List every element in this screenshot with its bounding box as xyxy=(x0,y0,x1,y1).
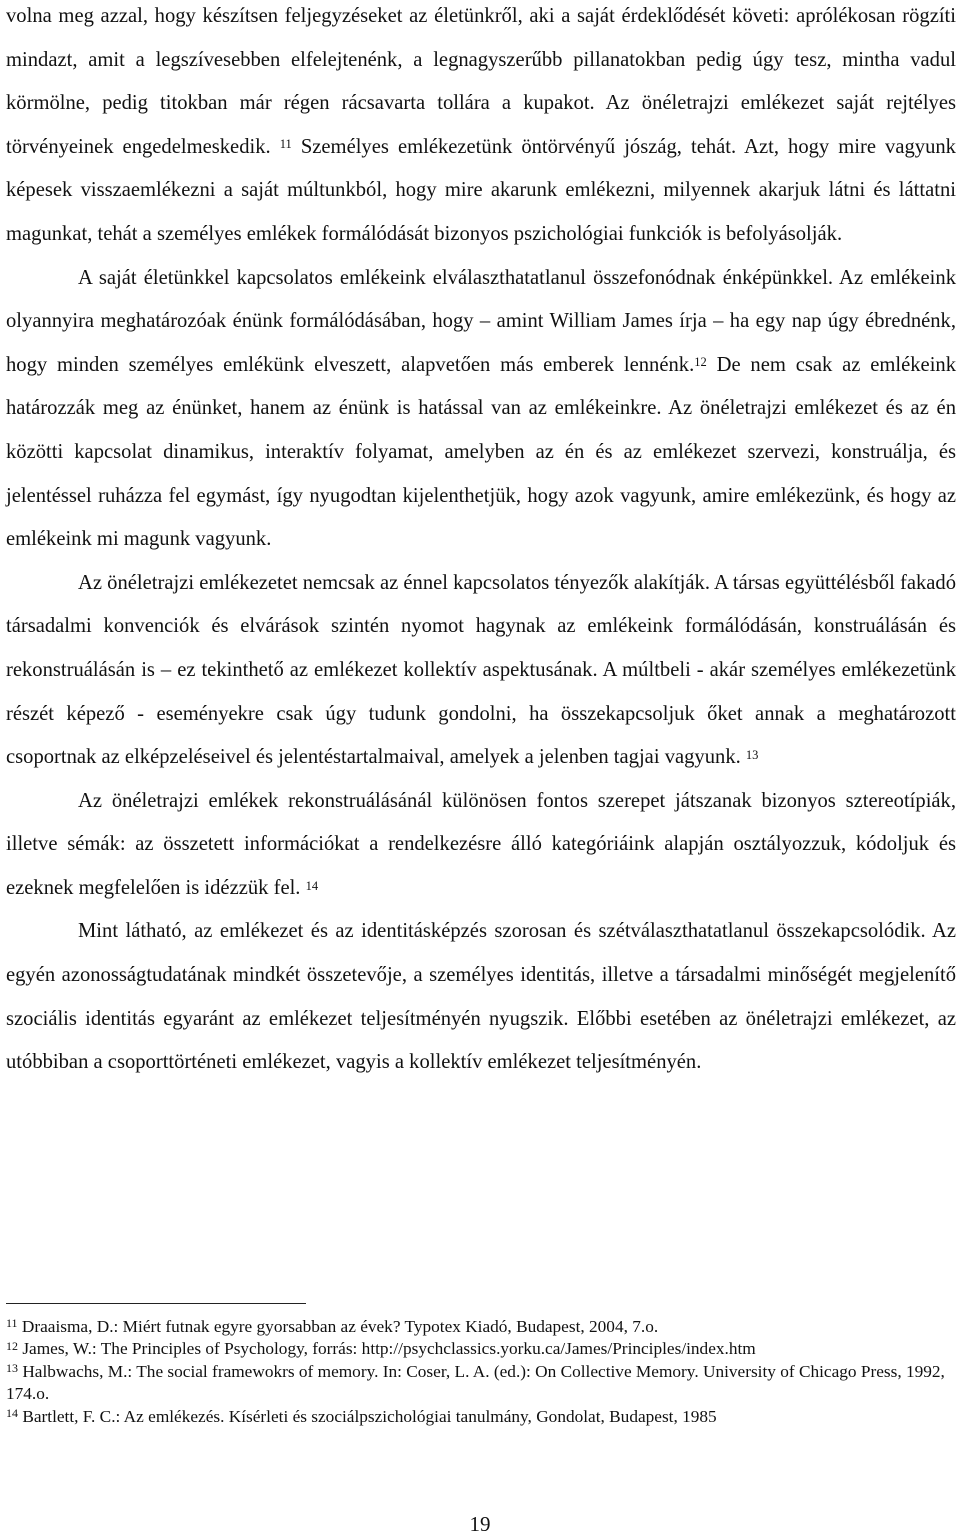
footnote-number: 14 xyxy=(6,1405,18,1420)
paragraph-2-text-b: De nem csak az emlékeink határozzák meg az énünket, hanem az énünk is hatással van az emlékeinkre. Az önéletrajzi emlékezet és az én közötti kapcsolat dinamikus, interaktív folyamat, amelyben az én és az emlékezet szervezi, konstruálja, és jelentéssel ruházza fel egymást, így nyugodtan kijelenthetjük, hogy azok vagyunk, amire emlékezünk, és hogy az emlékeink mi magunk vagyunk. xyxy=(6,353,957,551)
paragraph-3-text-a: Az önéletrajzi emlékezetet nemcsak az énnel kapcsolatos tényezők alakítják. A társas együttélésből fakadó társadalmi konvenciók és elvárások szintén nyomot hagynak az emlékeink formálódásán, konstruálásán és rekonstruálásán is – ez tekinthető az emlékezet kollektív aspektusának. A múltbeli - akár személyes emlékezetünk részét képező - eseményekre csak úgy tudunk gondolni, ha összekapcsoljuk őket annak a meghatározott csoportnak az elképzeléseivel és jelentéstartalmaival, amelyek a jelenben tagjai vagyunk. xyxy=(6,571,956,769)
paragraph-3 xyxy=(6,562,956,780)
footnote-text: Halbwachs, M.: The social framewokrs of memory. In: Coser, L. A. (ed.): On Collective Memory. University of Chicago Press, 1992, 174.o. xyxy=(6,1361,945,1404)
paragraph-5-text-a: Mint látható, az emlékezet és az identitásképzés szorosan és szétválaszthatatlanul összekapcsolódik. Az egyén azonosságtudatának mindkét összetevője, a személyes identitás, illetve a társadalmi minőségét megjelenítő szociális identitás egyaránt az emlékezet teljesítményén nyugszik. Előbbi esetében az önéletrajzi emlékezet, az utóbbiban a csoporttörténeti emlékezet, vagyis a kollektív emlékezet teljesítményén. xyxy=(6,920,956,1074)
footnote-number: 12 xyxy=(6,1338,18,1353)
paragraph-1-text-a: volna meg azzal, hogy készítsen feljegyzéseket az életünkről, aki a saját érdeklődését követi: aprólékosan rögzíti mindazt, amit a legszívesebben elfelejtenénk, a legnagyszerűbb pillanatokban pedig úgy tesz, mintha vadul körmölne, pedig titokban már régen rácsavarta tollára a kupakot. Az önéletrajzi emlékezet saját rejtélyes törvényeinek engedelmeskedik. xyxy=(6,5,956,158)
footnote-text: James, W.: The Principles of Psychology, forrás: http://psychclassics.yorku.ca/James/Principles/index.htm xyxy=(22,1339,756,1359)
footnote-text: Draaisma, D.: Miért futnak egyre gyorsabban az évek? Typotex Kiadó, Budapest, 2004, 7.o. xyxy=(21,1317,659,1336)
footnote-13 xyxy=(6,1361,950,1406)
footnote-11 xyxy=(6,1316,950,1338)
paragraph-4-text-a: Az önéletrajzi emlékek rekonstruálásánál különösen fontos szerepet játszanak bizonyos sztereotípiák, illetve sémák: az összetett információkat a rendelkezésre álló kategóriáink alapján osztályozzuk, kódoljuk és ezeknek megfelelően is idézzük fel. xyxy=(6,789,956,899)
paragraph-5 xyxy=(6,910,956,1084)
paragraph-1-text-b: Személyes emlékezetünk öntörvényű jószág, tehát. Azt, hogy mire vagyunk képesek visszaemlékezni a saját múltunkból, hogy mire akarunk emlékezni, milyennek akarjuk látni és láttatni magunkat, tehát a személyes emlékek formálódását bizonyos pszichológiai funkciók is befolyásolják. xyxy=(6,135,956,245)
footnote-14 xyxy=(6,1406,950,1428)
footnote-ref-11[interactable]: 11 xyxy=(279,137,292,152)
footnote-ref-14[interactable]: 14 xyxy=(305,878,319,893)
footnote-ref-13[interactable]: 13 xyxy=(745,747,759,762)
paragraph-1 xyxy=(6,0,956,257)
document-page xyxy=(6,0,956,1085)
paragraph-2-text-a: A saját életünkkel kapcsolatos emlékeink elválaszthatatlanul összefonódnak énképünkkel. Az emlékeink olyannyira meghatározóak énünk formálódásában, hogy – amint William James írja – ha egy nap úgy ébrednénk, hogy minden személyes emlékünk elveszett, alapvetően más emberek lennénk. xyxy=(6,266,956,376)
footnote-number: 13 xyxy=(6,1361,18,1376)
footnote-separator xyxy=(6,1303,306,1304)
footnote-ref-12[interactable]: 12 xyxy=(694,355,707,370)
page-number: 19 xyxy=(469,1512,491,1536)
footnote-number: 11 xyxy=(6,1316,18,1331)
footnote-12 xyxy=(6,1338,950,1360)
footnote-text: Bartlett, F. C.: Az emlékezés. Kísérleti és szociálpszichológiai tanulmány, Gondolat, Budapest, 1985 xyxy=(22,1406,717,1426)
paragraph-4 xyxy=(6,780,956,911)
footnotes-section xyxy=(6,1316,950,1428)
paragraph-2 xyxy=(6,257,956,562)
